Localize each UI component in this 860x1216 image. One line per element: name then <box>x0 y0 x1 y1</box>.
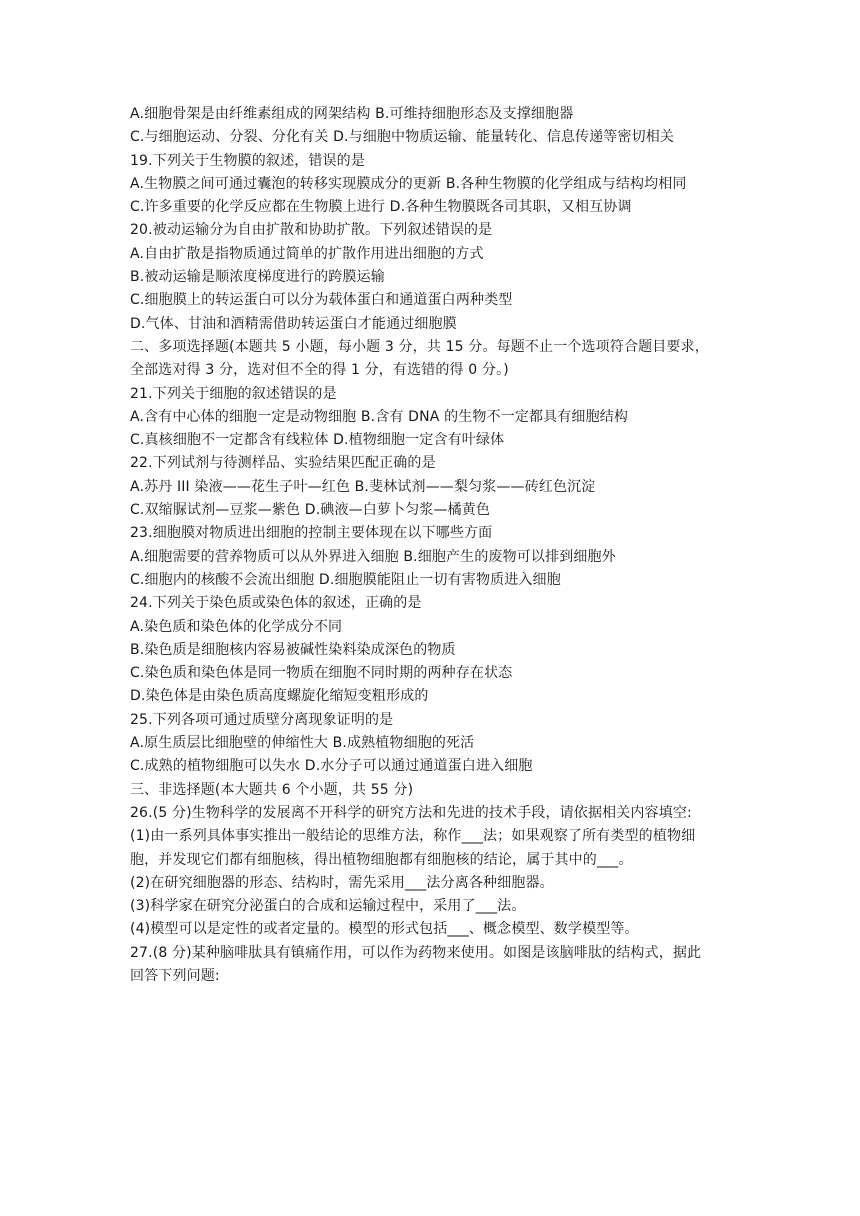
section-heading: 三、非选择题(本大题共 6 个小题，共 55 分) <box>130 781 414 798</box>
question-text-line: (4)模型可以是定性的或者定量的。模型的形式包括___、概念模型、数学模型等。 <box>130 921 639 938</box>
option-line: C.染色质和染色体是同一物质在细胞不同时期的两种存在状态 <box>130 665 513 682</box>
option-line: A.染色质和染色体的化学成分不同 <box>130 618 343 635</box>
question-text-line: 回答下列问题: <box>130 967 220 984</box>
option-line: D.气体、甘油和酒精需借助转运蛋白才能通过细胞膜 <box>130 315 457 332</box>
option-line: D.染色体是由染色质高度螺旋化缩短变粗形成的 <box>130 688 429 705</box>
option-line: C.成熟的植物细胞可以失水 D.水分子可以通过通道蛋白进入细胞 <box>130 758 533 775</box>
option-line: A.含有中心体的细胞一定是动物细胞 B.含有 DNA 的生物不一定都具有细胞结构 <box>130 408 629 425</box>
question-22: 22.下列试剂与待测样品、实验结果匹配正确的是 <box>130 455 436 472</box>
section-instructions: 全部选对得 3 分，选对但不全的得 1 分，有选错的得 0 分。) <box>130 362 509 379</box>
option-line: A.细胞需要的营养物质可以从外界进入细胞 B.细胞产生的废物可以排到细胞外 <box>130 548 616 565</box>
option-line: B.被动运输是顺浓度梯度进行的跨膜运输 <box>130 269 385 286</box>
question-21: 21.下列关于细胞的叙述错误的是 <box>130 385 337 402</box>
option-line: A.自由扩散是指物质通过简单的扩散作用进出细胞的方式 <box>130 245 484 262</box>
option-line: A.细胞骨架是由纤维素组成的网架结构 B.可维持细胞形态及支撑细胞器 <box>130 106 574 122</box>
section-heading: 二、多项选择题(本题共 5 小题，每小题 3 分，共 15 分。每题不止一个选项符合题目要求， <box>130 338 709 355</box>
question-text-line: 胞，并发现它们都有细胞核，得出植物细胞都有细胞核的结论，属于其中的___。 <box>130 851 633 868</box>
question-text-line: (3)科学家在研究分泌蛋白的合成和运输过程中，采用了___法。 <box>130 898 526 915</box>
question-20: 20.被动运输分为自由扩散和协助扩散。下列叙述错误的是 <box>130 222 493 239</box>
option-line: C.双缩脲试剂—豆浆—紫色 D.碘液—白萝卜匀浆—橘黄色 <box>130 502 491 519</box>
question-26: 26.(5 分)生物科学的发展离不开科学的研究方法和先进的技术手段，请依据相关内容填空: <box>130 804 692 821</box>
option-line: C.细胞内的核酸不会流出细胞 D.细胞膜能阻止一切有害物质进入细胞 <box>130 571 561 588</box>
option-line: C.真核细胞不一定都含有线粒体 D.植物细胞一定含有叶绿体 <box>130 432 505 449</box>
question-23: 23.细胞膜对物质进出细胞的控制主要体现在以下哪些方面 <box>130 525 493 542</box>
option-line: C.细胞膜上的转运蛋白可以分为载体蛋白和通道蛋白两种类型 <box>130 292 513 309</box>
question-text-line: (2)在研究细胞器的形态、结构时，需先采用___法分离各种细胞器。 <box>130 874 554 891</box>
question-24: 24.下列关于染色质或染色体的叙述，正确的是 <box>130 595 422 612</box>
question-19: 19.下列关于生物膜的叙述，错误的是 <box>130 152 365 169</box>
question-text-line: (1)由一系列具体事实推出一般结论的思维方法，称作___法；如果观察了所有类型的植物细 <box>130 828 696 845</box>
option-line: C.许多重要的化学反应都在生物膜上进行 D.各种生物膜既各司其职，又相互协调 <box>130 199 632 216</box>
option-line: A.生物膜之间可通过囊泡的转移实现膜成分的更新 B.各种生物膜的化学组成与结构均相同 <box>130 175 687 192</box>
question-27: 27.(8 分)某种脑啡肽具有镇痛作用，可以作为药物来使用。如图是该脑啡肽的结构式，据此 <box>130 944 702 961</box>
option-line: C.与细胞运动、分裂、分化有关 D.与细胞中物质运输、能量转化、信息传递等密切相关 <box>130 129 675 146</box>
option-line: B.染色质是细胞核内容易被碱性染料染成深色的物质 <box>130 641 456 658</box>
option-line: A.原生质层比细胞壁的伸缩性大 B.成熟植物细胞的死活 <box>130 735 475 752</box>
option-line: A.苏丹 III 染液——花生子叶—红色 B.斐林试剂——梨匀浆——砖红色沉淀 <box>130 478 596 495</box>
question-25: 25.下列各项可通过质壁分离现象证明的是 <box>130 711 394 728</box>
document-body <box>130 103 740 988</box>
